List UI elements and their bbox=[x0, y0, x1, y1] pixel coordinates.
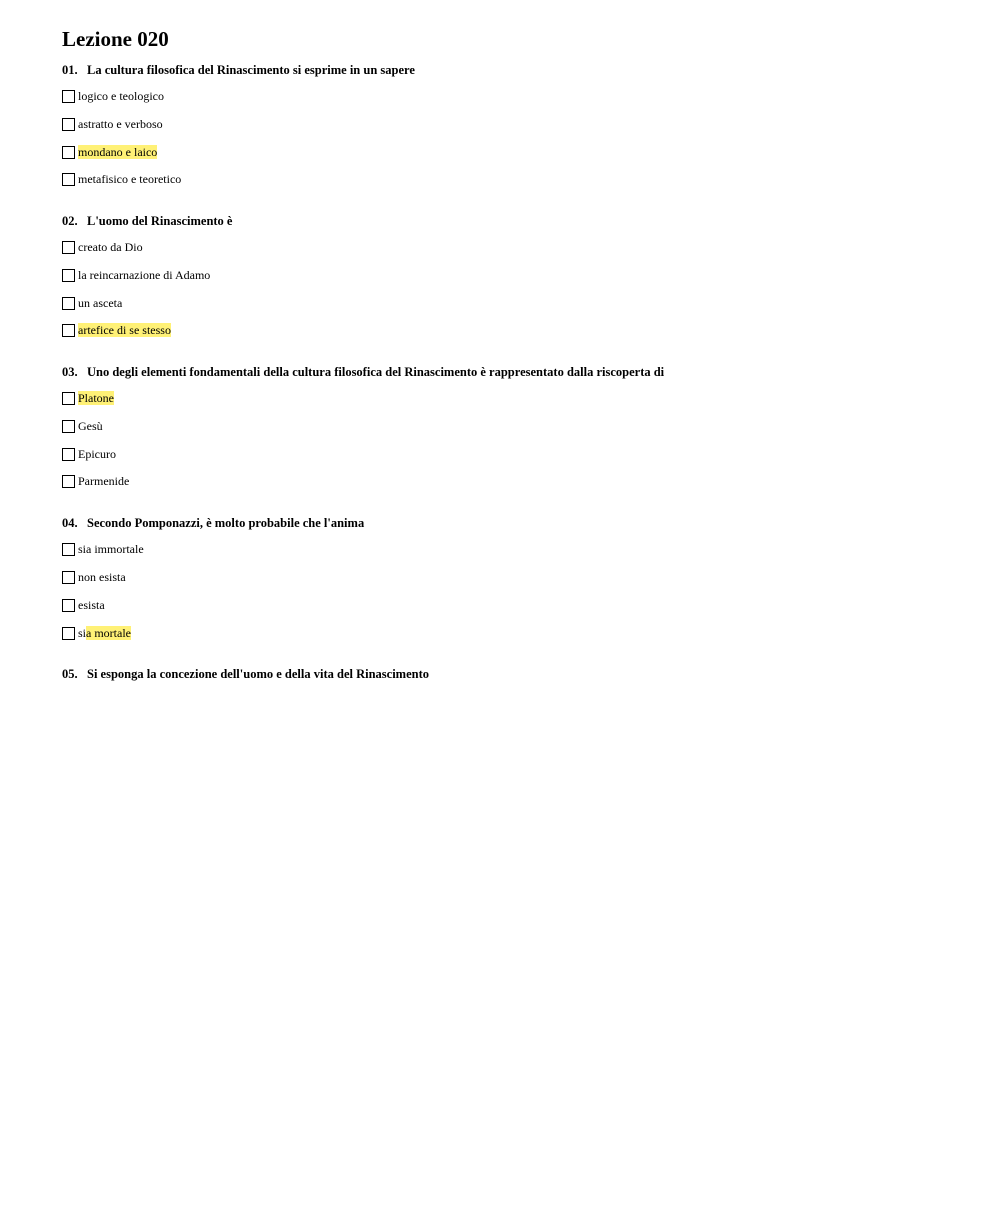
checkbox[interactable] bbox=[62, 420, 75, 433]
checkbox[interactable] bbox=[62, 627, 75, 640]
checkbox[interactable] bbox=[62, 324, 75, 337]
option-label bbox=[78, 117, 163, 132]
checkbox[interactable] bbox=[62, 269, 75, 282]
answer-option[interactable] bbox=[62, 390, 114, 406]
question-number: 02. bbox=[62, 214, 78, 228]
option-text-plain: la reincarnazione di Adamo bbox=[78, 267, 211, 282]
checkbox[interactable] bbox=[62, 392, 75, 405]
option-label bbox=[78, 542, 144, 557]
question-number: 04. bbox=[62, 516, 78, 530]
checkbox[interactable] bbox=[62, 475, 75, 488]
answer-option[interactable] bbox=[62, 446, 116, 462]
answer-option[interactable] bbox=[62, 541, 144, 557]
checkbox[interactable] bbox=[62, 118, 75, 131]
option-text-plain: astratto e verboso bbox=[78, 116, 163, 131]
checkbox[interactable] bbox=[62, 297, 75, 310]
checkbox[interactable] bbox=[62, 543, 75, 556]
question-text: Si esponga la concezione dell'uomo e della vita del Rinascimento bbox=[87, 667, 430, 681]
option-label bbox=[78, 391, 114, 406]
option-label bbox=[78, 145, 157, 160]
option-label bbox=[78, 419, 103, 434]
question-text: Secondo Pomponazzi, è molto probabile che l'anima bbox=[87, 516, 365, 530]
question-title bbox=[62, 515, 364, 531]
checkbox[interactable] bbox=[62, 448, 75, 461]
answer-option[interactable] bbox=[62, 295, 122, 311]
answer-option[interactable] bbox=[62, 625, 131, 641]
option-text-plain: non esista bbox=[78, 569, 126, 584]
option-text-plain: sia immortale bbox=[78, 541, 144, 556]
checkbox[interactable] bbox=[62, 571, 75, 584]
answer-option[interactable] bbox=[62, 116, 163, 132]
option-label bbox=[78, 240, 143, 255]
option-text-highlight: Platone bbox=[78, 390, 114, 405]
answer-option[interactable] bbox=[62, 171, 181, 187]
question-text: L'uomo del Rinascimento è bbox=[87, 214, 233, 228]
answer-option[interactable] bbox=[62, 144, 157, 160]
option-label bbox=[78, 89, 164, 104]
answer-option[interactable] bbox=[62, 267, 210, 283]
question-title bbox=[62, 213, 232, 229]
option-text-plain: Parmenide bbox=[78, 473, 130, 488]
option-label bbox=[78, 296, 122, 311]
option-label bbox=[78, 323, 171, 338]
question-text: La cultura filosofica del Rinascimento si esprime in un sapere bbox=[87, 63, 415, 77]
option-text-plain: Gesù bbox=[78, 418, 103, 433]
answer-option[interactable] bbox=[62, 239, 143, 255]
answer-option[interactable] bbox=[62, 418, 103, 434]
question-number: 03. bbox=[62, 365, 78, 379]
option-text-highlight: artefice di se stesso bbox=[78, 322, 171, 337]
option-text-plain: esista bbox=[78, 597, 105, 612]
option-label bbox=[78, 570, 126, 585]
option-text-plain: si bbox=[78, 625, 87, 640]
option-text-plain: un asceta bbox=[78, 295, 123, 310]
option-label bbox=[78, 598, 105, 613]
option-label bbox=[78, 268, 210, 283]
option-text-plain: creato da Dio bbox=[78, 239, 143, 254]
option-text-plain: metafisico e teoretico bbox=[78, 171, 182, 186]
question-title bbox=[62, 62, 415, 78]
option-text-highlight: a mortale bbox=[86, 625, 131, 640]
question-title bbox=[62, 364, 664, 380]
answer-option[interactable] bbox=[62, 473, 129, 489]
option-text-plain: Epicuro bbox=[78, 446, 116, 461]
checkbox[interactable] bbox=[62, 90, 75, 103]
checkbox[interactable] bbox=[62, 241, 75, 254]
checkbox[interactable] bbox=[62, 599, 75, 612]
checkbox[interactable] bbox=[62, 173, 75, 186]
option-label bbox=[78, 474, 129, 489]
question-text: Uno degli elementi fondamentali della cultura filosofica del Rinascimento è rappresentato dalla riscoperta di bbox=[87, 365, 665, 379]
checkbox[interactable] bbox=[62, 146, 75, 159]
lesson-title: Lezione 020 bbox=[62, 27, 169, 51]
option-text-highlight: mondano e laico bbox=[78, 144, 158, 159]
question-title bbox=[62, 666, 429, 682]
option-label bbox=[78, 626, 131, 641]
option-label bbox=[78, 172, 181, 187]
option-label bbox=[78, 447, 116, 462]
option-text-plain: logico e teologico bbox=[78, 88, 164, 103]
answer-option[interactable] bbox=[62, 597, 105, 613]
question-number: 05. bbox=[62, 667, 78, 681]
answer-option[interactable] bbox=[62, 88, 164, 104]
answer-option[interactable] bbox=[62, 322, 171, 338]
answer-option[interactable] bbox=[62, 569, 126, 585]
question-number: 01. bbox=[62, 63, 78, 77]
